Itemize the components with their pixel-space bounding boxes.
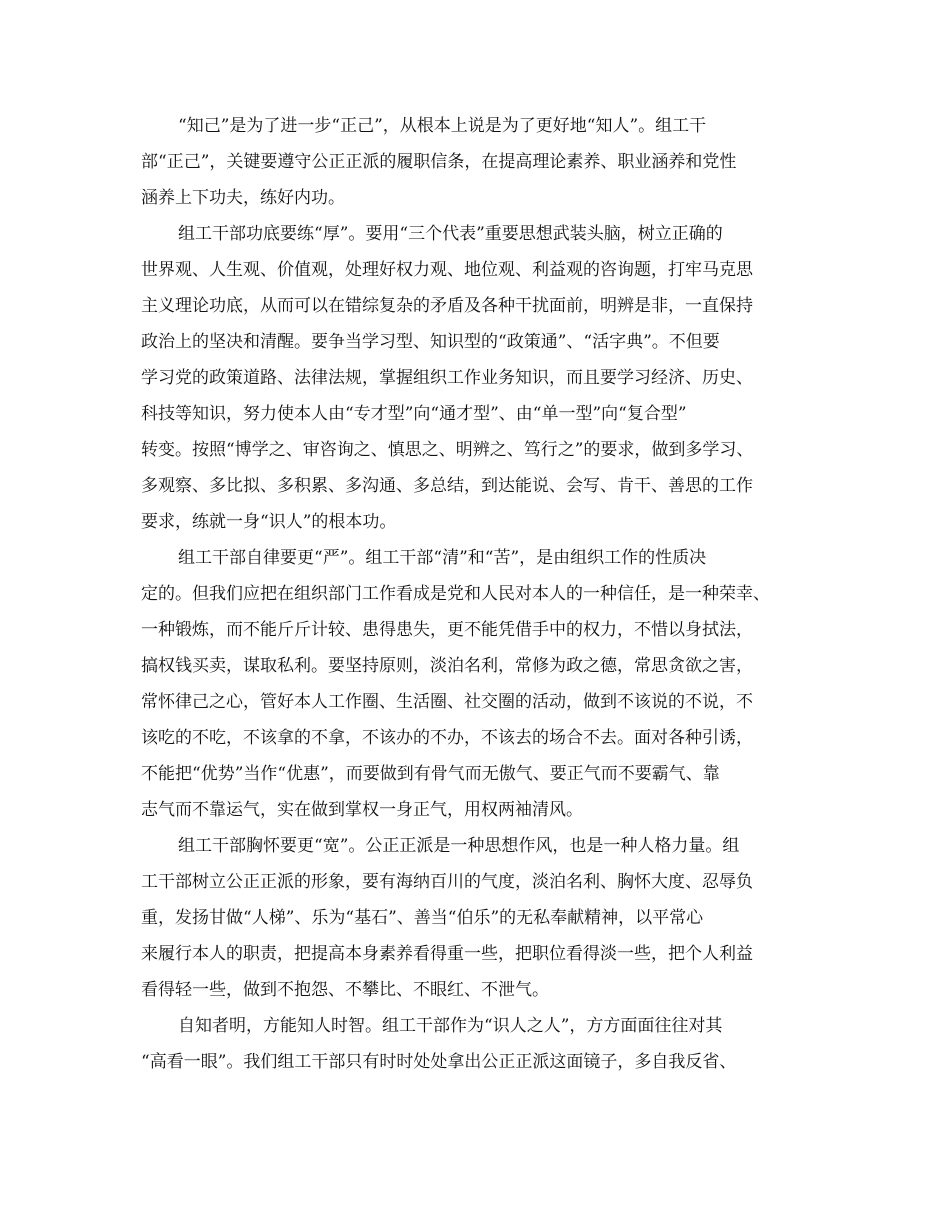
text-line: 转变。按照“博学之、审咨询之、慎思之、明辨之、笃行之”的要求，做到多学习、 (141, 440, 754, 460)
text-line: 志气而不靠运气，实在做到掌权一身正气，用权两袖清风。 (141, 800, 583, 820)
text-line: 搞权钱买卖，谋取私利。要坚持原则，淡泊名利，常修为政之德，常思贪欲之害， (141, 656, 753, 676)
text-line: 多观察、多比拟、多积累、多沟通、多总结，到达能说、会写、肯干、善思的工作 (141, 476, 753, 496)
text-line: 重，发扬甘做“人梯”、乐为“基石”、善当“伯乐”的无私奉献精神，以平常心 (141, 908, 704, 928)
text-line: 一种锻炼，而不能斤斤计较、患得患失，更不能凭借手中的权力，不惜以身拭法， (141, 620, 753, 640)
text-line: 世界观、人生观、价值观，处理好权力观、地位观、利益观的咨询题，打牢马克思 (141, 260, 753, 280)
text-line: 政治上的坚决和清醒。要争当学习型、知识型的“政策通”、“活字典”。不但要 (141, 332, 720, 352)
text-line: 定的。但我们应把在组织部门工作看成是党和人民对本人的一种信任，是一种荣幸、 (141, 584, 770, 604)
text-line: 组工干部胸怀要更“宽”。公正正派是一种思想作风，也是一种人格力量。组 (178, 836, 740, 856)
text-line: 该吃的不吃，不该拿的不拿，不该办的不办，不该去的场合不去。面对各种引诱， (141, 728, 753, 748)
text-line: 自知者明，方能知人时智。组工干部作为“识人之人”，方方面面往往对其 (178, 1016, 723, 1036)
text-line: 不能把“优势”当作“优惠”，而要做到有骨气而无傲气、要正气而不要霸气、靠 (141, 764, 720, 784)
text-line: 涵养上下功夫，练好内功。 (141, 188, 345, 208)
text-line: 学习党的政策道路、法律法规，掌握组织工作业务知识，而且要学习经济、历史、 (141, 368, 753, 388)
text-line: 部“正己”，关键要遵守公正正派的履职信条，在提高理论素养、职业涵养和党性 (141, 152, 737, 172)
text-line: 组工干部功底要练“厚”。要用“三个代表”重要思想武装头脑，树立正确的 (178, 224, 723, 244)
text-line: 要求，练就一身“识人”的根本功。 (141, 512, 397, 532)
text-line: 看得轻一些，做到不抱怨、不攀比、不眼红、不泄气。 (141, 980, 549, 1000)
text-line: “知己”是为了进一步“正己”，从根本上说是为了更好地“知人”。组工干 (178, 116, 707, 136)
text-line: “高看一眼”。我们组工干部只有时时处处拿出公正正派这面镜子，多自我反省、 (141, 1052, 737, 1072)
text-line: 工干部树立公正正派的形象，要有海纳百川的气度，淡泊名利、胸怀大度、忍辱负 (141, 872, 753, 892)
text-line: 常怀律己之心，管好本人工作圈、生活圈、社交圈的活动，做到不该说的不说，不 (141, 692, 753, 712)
text-line: 主义理论功底，从而可以在错综复杂的矛盾及各种干扰面前，明辨是非，一直保持 (141, 296, 753, 316)
text-line: 组工干部自律要更“严”。组工干部“清”和“苦”，是由组织工作的性质决 (178, 548, 707, 568)
text-line: 科技等知识，努力使本人由“专才型”向“通才型”、由“单一型”向“复合型” (141, 404, 687, 424)
text-line: 来履行本人的职责，把提高本身素养看得重一些，把职位看得淡一些，把个人利益 (141, 944, 753, 964)
